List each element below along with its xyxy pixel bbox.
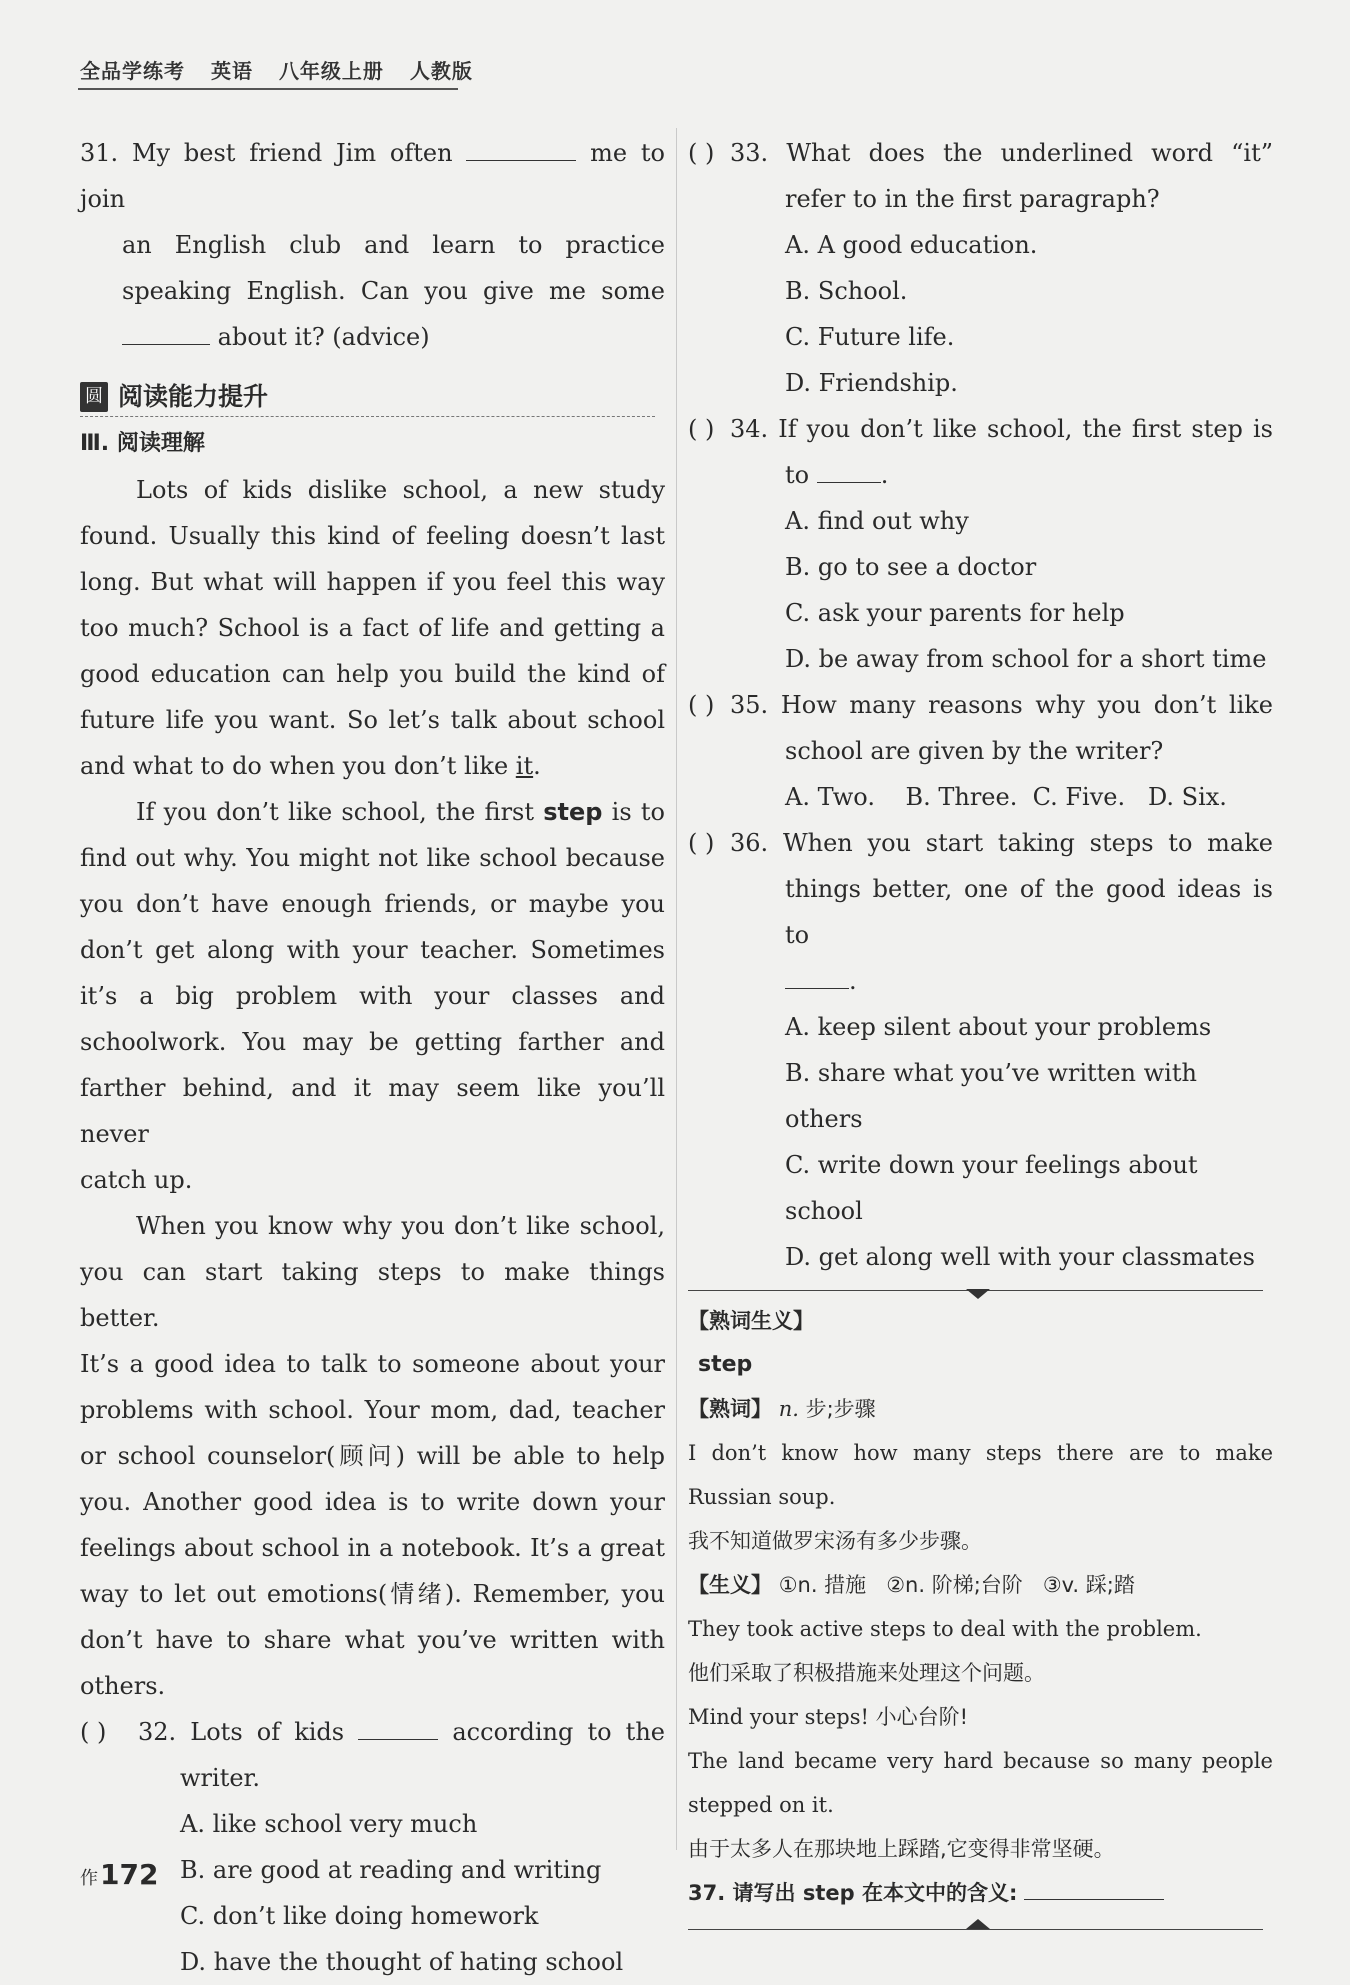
page-prefix: 作 (80, 1868, 98, 1889)
passage-text: is to (602, 798, 665, 826)
definition: ③v. 踩;踏 (1042, 1573, 1135, 1597)
passage-line: long. But what will happen if you feel this way (80, 568, 665, 596)
option-c[interactable]: C. Five. (1032, 783, 1126, 811)
example-en: The land became very hard because so many people (688, 1749, 1273, 1773)
answer-blank[interactable] (466, 159, 576, 161)
answer-paren[interactable]: ( ) (688, 829, 715, 857)
vocab-top-rule (688, 1290, 1263, 1291)
question-33 (688, 130, 1273, 406)
answer-blank[interactable] (817, 481, 881, 483)
question-36: ( ) 36. When you start taking steps to make things better, one of the good ideas is to . A. keep silent about your problems B. share what you’ve written with others C. write down your feelings about school D. get along well with your classmates (688, 820, 1273, 1280)
example-cn: 我不知道做罗宋汤有多少步骤。 (688, 1529, 982, 1553)
question-text: things better, one of the good ideas is to (785, 875, 1273, 949)
question-text: When you start taking steps to make (782, 829, 1273, 857)
passage-line: found. Usually this kind of feeling doesn’t last (80, 522, 665, 550)
page-num: 172 (100, 1858, 159, 1891)
triangle-up-icon (966, 1919, 990, 1929)
section-title: 阅读能力提升 (118, 382, 269, 411)
vocab-bottom-rule (688, 1929, 1263, 1930)
passage-line: find out why. You might not like school because (80, 844, 665, 872)
answer-blank[interactable] (358, 1738, 438, 1740)
question-text: How many reasons why you don’t like (780, 691, 1273, 719)
header-book: 全品学练考 (80, 59, 185, 83)
example-line (688, 1695, 1273, 1739)
question-text: about it? (advice) (217, 323, 430, 351)
passage-line: When you know why you don’t like school, (136, 1212, 665, 1240)
option-c[interactable]: C. ask your parents for help (785, 599, 1125, 627)
definition: 步;步骤 (805, 1397, 876, 1421)
answer-paren[interactable]: ( ) (688, 139, 715, 167)
passage-line: It’s a good idea to talk to someone about your (80, 1350, 665, 1378)
section-icon: 圆 (80, 382, 108, 412)
definition: ②n. 阶梯;台阶 (886, 1573, 1023, 1597)
bold-word: step (543, 798, 603, 826)
option-d[interactable]: D. Six. (1147, 783, 1227, 811)
example-en: They took active steps to deal with the problem. (688, 1617, 1202, 1641)
option-a[interactable]: A. Two. (785, 783, 875, 811)
passage-line: it’s a big problem with your classes and (80, 982, 665, 1010)
question-text: refer to in the first paragraph? (785, 185, 1160, 213)
passage-line (80, 743, 665, 789)
passage-line: others. (80, 1672, 166, 1700)
passage-line: too much? School is a fact of life and getting a (80, 614, 665, 642)
example-en: stepped on it. (688, 1793, 834, 1817)
passage-line: you. Another good idea is to write down your (80, 1488, 665, 1516)
example-cn: 小心台阶! (875, 1705, 969, 1729)
question-number: 36. (730, 829, 769, 857)
answer-paren[interactable]: ( ) (80, 1718, 107, 1746)
question-text: to (785, 461, 810, 489)
question-text: speaking English. Can you give me some (122, 277, 665, 305)
triangle-down-icon (966, 1289, 990, 1299)
question-number: 33. (730, 139, 769, 167)
question-number: 34. (730, 415, 769, 443)
passage-line: don’t have to share what you’ve written with (80, 1626, 665, 1654)
passage-line: you don’t have enough friends, or maybe you (80, 890, 665, 918)
passage-line: catch up. (80, 1166, 193, 1194)
question-32 (80, 1709, 665, 1985)
answer-blank[interactable] (1024, 1898, 1164, 1900)
passage-line: farther behind, and it may seem like you’ll never (80, 1074, 665, 1148)
passage-line: feelings about school in a notebook. It’s a great (80, 1534, 665, 1562)
question-number: 32. (138, 1718, 177, 1746)
question-text: writer. (180, 1764, 261, 1792)
question-34: ( ) 34. If you don’t like school, the first step is to . A. find out why B. go to see a doctor C. ask your parents for help D. be away from school for a short time (688, 406, 1273, 682)
passage-line: don’t get along with your teacher. Sometimes (80, 936, 665, 964)
passage-text: If you don’t like school, the first (136, 798, 544, 826)
question-text: If you don’t like school, the first step is (778, 415, 1273, 443)
page-number (80, 1858, 158, 1891)
vocab-word: step (698, 1352, 753, 1377)
option-c[interactable]: C. don’t like doing homework (180, 1902, 539, 1930)
passage-text: and what to do when you don’t like (80, 752, 516, 780)
running-header (80, 55, 491, 84)
option-d[interactable]: D. be away from school for a short time (785, 645, 1267, 673)
answer-paren[interactable]: ( ) (688, 415, 715, 443)
right-column (688, 130, 1273, 1938)
question-text: according to the (452, 1718, 665, 1746)
passage-line: future life you want. So let’s talk about school (80, 706, 665, 734)
option-b[interactable]: B. share what you’ve written with others (785, 1059, 1197, 1133)
question-37 (688, 1871, 1273, 1915)
option-a[interactable]: A. A good education. (785, 231, 1038, 259)
option-d[interactable]: D. get along well with your classmates (785, 1243, 1255, 1271)
answer-blank[interactable] (122, 343, 210, 345)
definition: ①n. 措施 (778, 1573, 867, 1597)
section-heading (80, 374, 665, 420)
vocab-box (688, 1299, 1273, 1915)
option-d[interactable]: D. have the thought of hating school (180, 1948, 624, 1976)
part-of-speech: n. (778, 1397, 799, 1421)
passage-line: good education can help you build the kind of (80, 660, 665, 688)
answer-paren[interactable]: ( ) (688, 691, 715, 719)
known-meaning (688, 1387, 1273, 1431)
question-number: 35. (730, 691, 769, 719)
passage-line: or school counselor(顾问) will be able to help (80, 1442, 665, 1470)
option-c[interactable]: C. write down your feelings about school (785, 1151, 1198, 1225)
option-a[interactable]: A. find out why (785, 507, 969, 535)
question-31 (80, 130, 665, 360)
subsection-title: Ⅲ. 阅读理解 (80, 431, 205, 456)
option-a[interactable]: A. keep silent about your problems (785, 1013, 1212, 1041)
known-label: 【熟词】 (688, 1397, 772, 1421)
question-text: 37. 请写出 step 在本文中的含义: (688, 1881, 1018, 1905)
header-grade: 八年级上册 (278, 59, 384, 83)
answer-blank[interactable] (785, 987, 849, 989)
example-en: I don’t know how many steps there are to make (688, 1441, 1273, 1465)
question-text: What does the underlined word “it” (786, 139, 1273, 167)
passage-line: problems with school. Your mom, dad, teacher (80, 1396, 665, 1424)
vocab-title: 【熟词生义】 (688, 1309, 814, 1333)
passage-line (80, 789, 665, 835)
passage-line: you can start taking steps to make things better. (80, 1258, 665, 1332)
example-en: Russian soup. (688, 1485, 836, 1509)
header-rule (78, 88, 458, 90)
underlined-word: it (515, 752, 534, 780)
passage-line: schoolwork. You may be getting farther and (80, 1028, 665, 1056)
left-column (80, 130, 665, 1985)
new-meaning (688, 1563, 1273, 1607)
reading-passage (80, 467, 665, 1709)
passage-text: . (533, 752, 541, 780)
passage-line: way to let out emotions(情绪). Remember, you (80, 1580, 665, 1608)
example-en: Mind your steps! (688, 1705, 869, 1729)
header-edition: 人教版 (409, 59, 473, 83)
option-b[interactable]: B. Three. (905, 783, 1018, 811)
option-b[interactable]: B. are good at reading and writing (180, 1856, 602, 1884)
option-d[interactable]: D. Friendship. (785, 369, 958, 397)
passage-line: Lots of kids dislike school, a new study (136, 476, 665, 504)
question-35 (688, 682, 1273, 820)
option-b[interactable]: B. School. (785, 277, 908, 305)
question-text: an English club and learn to practice (122, 231, 665, 259)
header-subject: 英语 (210, 59, 253, 83)
question-text: school are given by the writer? (785, 737, 1164, 765)
option-a[interactable]: A. like school very much (180, 1810, 478, 1838)
option-c[interactable]: C. Future life. (785, 323, 955, 351)
example-cn: 由于太多人在那块地上踩踏,它变得非常坚硬。 (688, 1837, 1115, 1861)
question-text: Lots of kids (190, 1718, 345, 1746)
question-text: me to join (80, 139, 665, 213)
column-divider (676, 128, 677, 1850)
new-label: 【生义】 (688, 1573, 772, 1597)
option-b[interactable]: B. go to see a doctor (785, 553, 1037, 581)
question-number: 31. (80, 139, 119, 167)
question-text: My best friend Jim often (131, 139, 453, 167)
example-cn: 他们采取了积极措施来处理这个问题。 (688, 1661, 1045, 1685)
